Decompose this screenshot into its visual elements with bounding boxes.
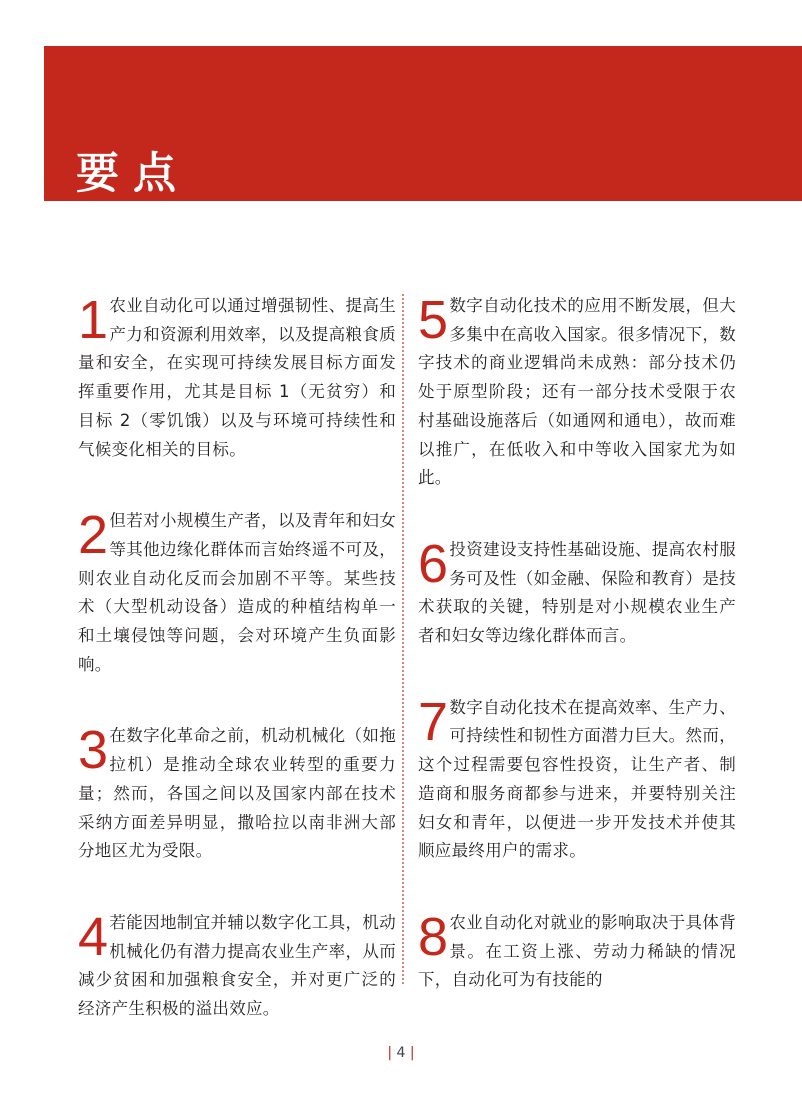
point-text: 但若对小规模生产者，以及青年和妇女等其他边缘化群体而言始终遥不可及，则农业自动化反而会加剧不平等。某些技术（大型机动设备）造成的种植结构单一和土壤侵蚀等问题，会对环境产生负面影响。 [78,511,396,674]
key-point-5 [418,292,736,493]
point-number: 7 [418,691,449,752]
point-number: 4 [78,906,109,967]
point-text: 农业自动化对就业的影响取决于具体背景。在工资上涨、劳动力稀缺的情况下，自动化可为有技能的 [418,912,736,990]
key-point-2 [78,507,396,679]
point-text: 在数字化革命之前，机动机械化（如拖拉机）是推动全球农业转型的重要力量；然而，各国之间以及国家内部在技术采纳方面差异明显，撒哈拉以南非洲大部分地区尤为受限。 [78,726,396,861]
key-point-4 [78,906,396,1024]
column-divider [402,294,404,984]
key-point-8 [418,906,736,995]
right-column [418,292,736,995]
page-number-right-bar: | [405,1045,415,1061]
page-number [0,1045,802,1061]
page-number-value: 4 [396,1045,406,1061]
left-column [78,292,396,1024]
point-number: 5 [418,290,449,350]
key-point-3 [78,722,396,866]
key-point-7 [418,691,736,866]
point-number: 8 [418,906,449,967]
point-text: 农业自动化可以通过增强韧性、提高生产力和资源利用效率，以及提高粮食质量和安全，在实现可持续发展目标方面发挥重要作用，尤其是目标 1（无贫穷）和目标 2（零饥饿）以及与环境可持续性和气候变化相关的目标。 [78,296,396,459]
point-number: 6 [418,533,449,594]
point-number: 3 [78,720,109,781]
point-number: 1 [78,290,109,350]
page-title: 要点 [76,149,190,199]
page-number-left-bar: | [387,1045,397,1061]
key-point-1 [78,292,396,464]
point-text: 若能因地制宜并辅以数字化工具，机动机械化仍有潜力提高农业生产率，从而减少贫困和加强粮食安全，并对更广泛的经济产生积极的溢出效应。 [78,912,396,1019]
point-text: 投资建设支持性基础设施、提高农村服务可及性（如金融、保险和教育）是技术获取的关键，特别是对小规模农业生产者和妇女等边缘化群体而言。 [418,539,736,646]
point-text: 数字自动化技术的应用不断发展，但大多集中在高收入国家。很多情况下，数字技术的商业逻辑尚未成熟：部分技术仍处于原型阶段；还有一部分技术受限于农村基础设施落后（如通网和通电），故而难以推广，在低收入和中等收入国家尤为如此。 [418,296,736,488]
point-number: 2 [78,505,109,566]
title-banner [44,46,802,201]
key-point-6 [418,533,736,651]
point-text: 数字自动化技术在提高效率、生产力、可持续性和韧性方面潜力巨大。然而，这个过程需要包容性投资，让生产者、制造商和服务商都参与进来，并要特别关注妇女和青年，以便进一步开发技术并使其顺应最终用户的需求。 [418,697,736,861]
